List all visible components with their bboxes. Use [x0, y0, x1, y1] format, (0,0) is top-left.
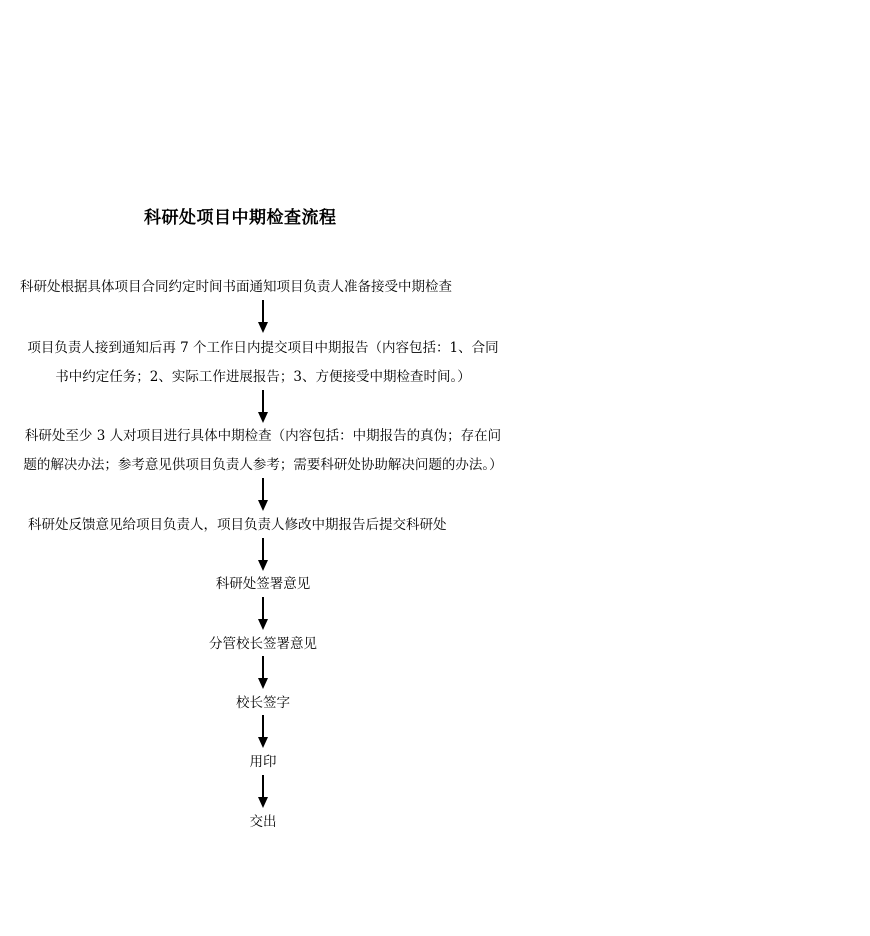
step-text-line: 科研处签署意见 [215, 576, 311, 592]
step-text-line: 科研处根据具体项目合同约定时间书面通知项目负责人准备接受中期检查 [20, 279, 452, 295]
flow-arrow-icon [257, 775, 269, 809]
step-text-line: 校长签字 [236, 695, 290, 711]
flow-arrow-icon [257, 715, 269, 749]
step-deliver [163, 808, 363, 837]
flow-arrow-icon [257, 597, 269, 631]
step-text-line: 科研处反馈意见给项目负责人，项目负责人修改中期报告后提交科研处 [28, 517, 447, 533]
flow-arrow-icon [257, 478, 269, 512]
step-seal [163, 748, 363, 777]
flow-arrow-icon [257, 656, 269, 690]
flow-arrow-icon [257, 538, 269, 572]
step-research-office-sign [163, 570, 363, 599]
step-text-line: 交出 [249, 814, 277, 830]
page-title: 科研处项目中期检查流程 [144, 208, 337, 228]
step-vice-president-sign [163, 630, 363, 659]
step-text-line: 项目负责人接到通知后再 7 个工作日内提交项目中期报告（内容包括：1、合同 [27, 340, 499, 356]
flow-arrow-icon [257, 300, 269, 334]
step-text-line: 题的解决办法；参考意见供项目负责人参考；需要科研处协助解决问题的办法。） [23, 457, 503, 473]
flow-arrow-icon [257, 390, 269, 424]
step-text-line: 科研处至少 3 人对项目进行具体中期检查（内容包括：中期报告的真伪；存在问 [24, 428, 502, 444]
step-inspection [0, 422, 526, 480]
step-president-sign [163, 689, 363, 718]
step-text-line: 书中约定任务；2、实际工作进展报告；3、方便接受中期检查时间。） [55, 369, 471, 385]
step-text-line: 用印 [249, 754, 277, 770]
step-text-line: 分管校长签署意见 [209, 636, 317, 652]
step-feedback [28, 511, 447, 540]
step-submit-report [0, 334, 526, 392]
step-notify [20, 273, 452, 302]
